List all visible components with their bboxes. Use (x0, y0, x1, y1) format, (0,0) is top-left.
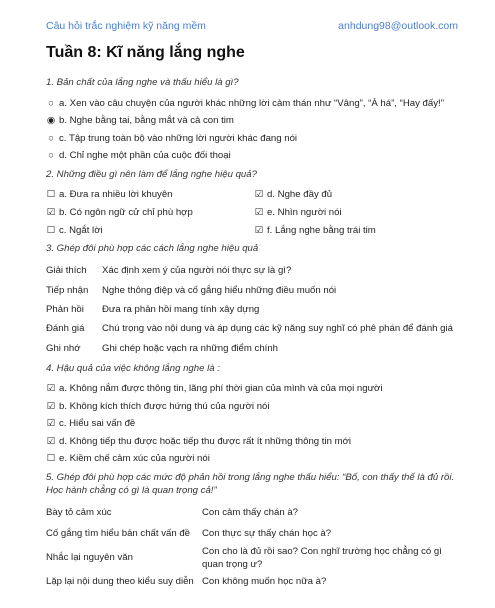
q3-pair-desc: Ghi chép hoặc vạch ra những điểm chính (102, 343, 279, 354)
q4-option-d[interactable] (46, 436, 351, 447)
question-5-continued: Học hành chẳng có gì là quan trọng cả!” (46, 485, 217, 496)
checkbox-checked-icon: ☑ (46, 418, 56, 429)
q2-option-d[interactable] (254, 189, 332, 200)
q4-option-d-label: d. Không tiếp thu được hoặc tiếp thu được rất ít những thông tin mới (59, 436, 352, 447)
q5-pair-label: Cố gắng tìm hiểu bản chất vấn đề (46, 528, 191, 539)
q1-option-b-label: b. Nghe bằng tai, bằng mắt và cả con tim (59, 115, 234, 126)
page-title: Tuần 8: Kĩ năng lắng nghe (46, 44, 245, 61)
q2-option-f-label: f. Lắng nghe bằng trái tim (267, 225, 376, 236)
q3-pair-desc: Đưa ra phản hồi mang tính xây dựng (102, 304, 260, 315)
question-2: 2. Những điều gì nên làm để lắng nghe hiệu quả? (46, 169, 257, 180)
header-subject: Câu hỏi trắc nghiệm kỹ năng mềm (46, 20, 206, 32)
radio-checked-icon: ◉ (46, 115, 56, 126)
q1-option-a[interactable] (46, 98, 444, 109)
q5-pair-label: Nhắc lại nguyên văn (46, 552, 133, 563)
question-4: 4. Hậu quả của việc không lắng nghe là : (46, 363, 220, 374)
q2-option-e-label: e. Nhìn người nói (267, 207, 342, 218)
checkbox-unchecked-icon: ☐ (46, 189, 56, 200)
radio-unchecked-icon: ○ (48, 98, 54, 109)
q1-option-d[interactable] (46, 150, 231, 161)
q4-option-a-label: a. Không nắm được thông tin, lãng phí thời gian của mình và của mọi người (59, 383, 383, 394)
q4-option-e[interactable] (46, 453, 210, 464)
q2-option-a-label: a. Đưa ra nhiều lời khuyên (59, 189, 173, 200)
q3-pair-desc: Xác định xem ý của người nói thực sự là gì? (102, 265, 292, 276)
q2-option-d-label: d. Nghe đầy đủ (267, 189, 333, 200)
checkbox-checked-icon: ☑ (46, 401, 56, 412)
checkbox-checked-icon: ☑ (254, 207, 264, 218)
checkbox-checked-icon: ☑ (46, 207, 56, 218)
q1-option-c-label: c. Tập trung toàn bộ vào những lời người khác đang nói (59, 133, 298, 144)
q5-pair-desc: Con thực sự thấy chán học à? (202, 528, 332, 539)
q1-option-b[interactable] (46, 115, 234, 126)
question-1: 1. Bản chất của lắng nghe và thấu hiểu là gì? (46, 77, 239, 88)
q4-option-c-label: c. Hiểu sai vấn đề (59, 418, 136, 429)
q3-pair-label: Ghi nhớ (46, 343, 81, 354)
question-3: 3. Ghép đôi phù hợp các cách lắng nghe hiệu quả (46, 243, 259, 254)
q5-pair-label: Lặp lại nội dung theo kiểu suy diễn (46, 576, 194, 587)
question-5: 5. Ghép đôi phù hợp các mức độ phản hồi trong lắng nghe thấu hiểu: “Bố, con thấy thế là đủ rồi. (46, 472, 455, 483)
checkbox-checked-icon: ☑ (254, 189, 264, 200)
q3-pair-desc: Nghe thông điệp và cố gắng hiểu những điều muốn nói (102, 285, 337, 296)
q4-option-b[interactable] (46, 401, 270, 412)
radio-unchecked-icon: ○ (48, 150, 54, 161)
q3-pair-label: Đánh giá (46, 323, 85, 334)
q4-option-c[interactable] (46, 418, 135, 429)
q2-option-b-label: b. Có ngôn ngữ cử chỉ phù hợp (59, 207, 193, 218)
q4-option-e-label: e. Kiềm chế cảm xúc của người nói (59, 453, 210, 464)
q2-option-c-label: c. Ngắt lời (59, 225, 103, 236)
checkbox-checked-icon: ☑ (46, 436, 56, 447)
q3-pair-label: Giải thích (46, 265, 87, 276)
q3-pair-desc: Chú trọng vào nội dung và áp dụng các kỹ năng suy nghĩ có phê phán để đánh giá (102, 323, 453, 334)
q2-option-b[interactable] (46, 207, 193, 218)
checkbox-unchecked-icon: ☐ (46, 453, 56, 464)
checkbox-checked-icon: ☑ (254, 225, 264, 236)
q2-option-e[interactable] (254, 207, 342, 218)
q5-pair-label: Bày tỏ cảm xúc (46, 507, 112, 518)
q1-option-c[interactable] (46, 133, 297, 144)
q2-option-f[interactable] (254, 225, 376, 236)
q5-pair-desc: Con cho là đủ rồi sao? Con nghĩ trường học chẳng có gì quan trọng ư? (202, 546, 442, 570)
q4-option-a[interactable] (46, 383, 382, 394)
radio-unchecked-icon: ○ (48, 133, 54, 144)
q5-pair-desc: Con không muốn học nữa à? (202, 576, 327, 587)
q3-pair-label: Phản hồi (46, 304, 84, 315)
header-email: anhdung98@outlook.com (338, 20, 458, 32)
q4-option-b-label: b. Không kích thích được hứng thú của người nói (59, 401, 270, 412)
q1-option-a-label: a. Xen vào câu chuyện của người khác những lời cảm thán như “Vâng”, “À há”, “Hay đấy!” (59, 98, 444, 109)
page-header (46, 20, 458, 32)
q5-pair-desc: Con cảm thấy chán à? (202, 507, 298, 518)
q2-option-a[interactable] (46, 189, 173, 200)
checkbox-checked-icon: ☑ (46, 383, 56, 394)
checkbox-unchecked-icon: ☐ (46, 225, 56, 236)
q1-option-d-label: d. Chỉ nghe một phần của cuộc đối thoại (59, 150, 231, 161)
q3-pair-label: Tiếp nhận (46, 285, 89, 296)
q2-option-c[interactable] (46, 225, 103, 236)
